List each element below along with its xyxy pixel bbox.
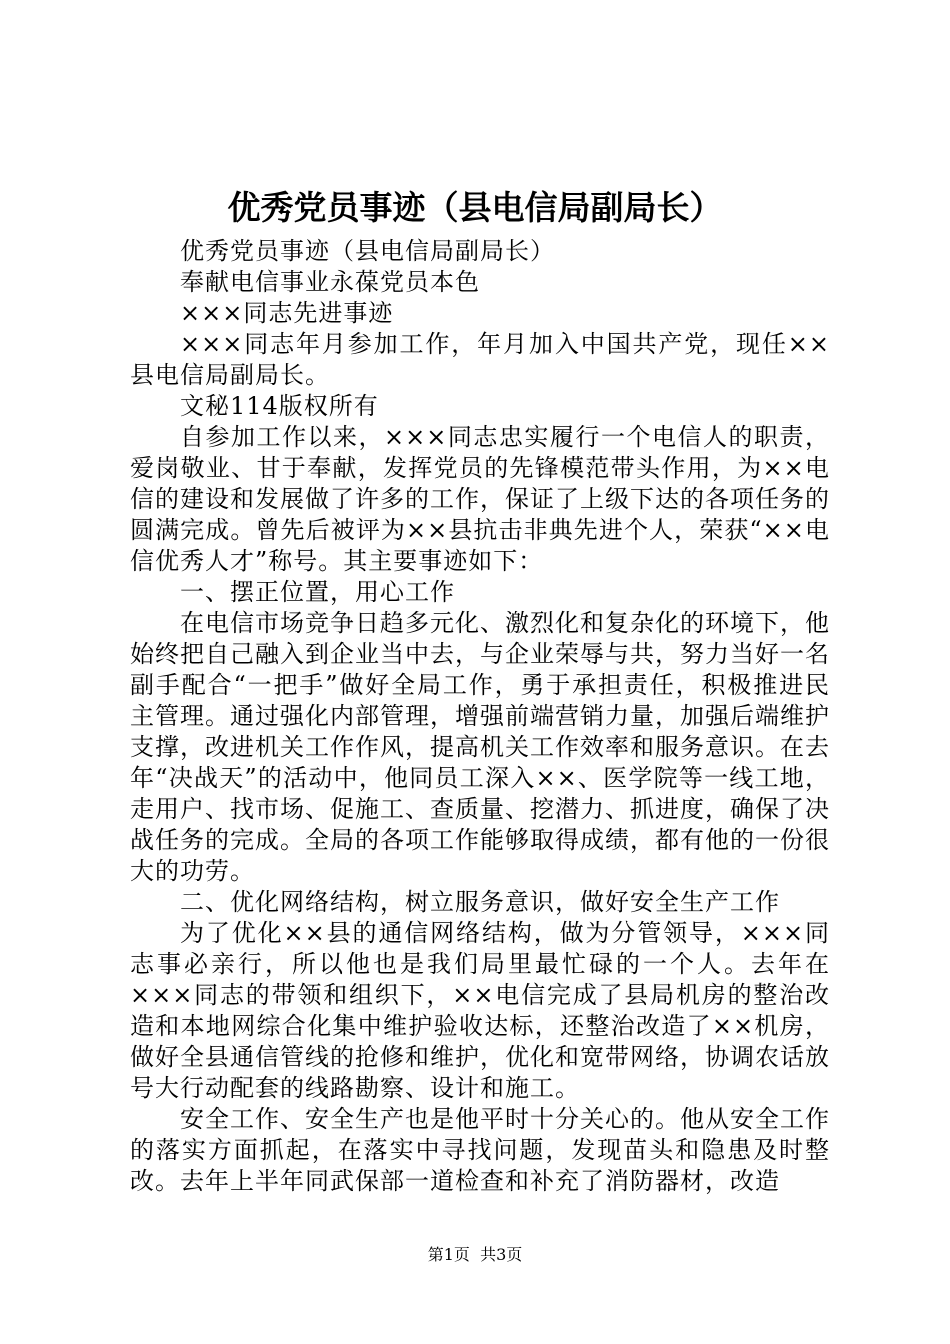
paragraph-title-repeat: 优秀党员事迹（县电信局副局长） [180,237,555,265]
document-body [130,236,830,1197]
page-number: 第1页 [427,1245,470,1264]
paragraph-heading: ×××同志先进事迹 [180,299,394,327]
paragraph-section-1: 在电信市场竞争日趋多元化、激烈化和复杂化的环境下，他始终把自己融入到企业当中去，与企业荣辱与共，努力当好一名副手配合“一把手”做好全局工作，勇于承担责任，积极推进民主管理。通过强化内部管理，增强前端营销力量，加强后端维护支撑，改进机关工作作风，提高机关工作效率和服务意识。在去年“决战天”的活动中，他同员工深入××、医学院等一线工地，走用户、找市场、促施工、查质量、挖潜力、抓进度，确保了决战任务的完成。全局的各项工作能够取得成绩，都有他的一份很大的功劳。 [130,609,830,885]
paragraph-summary: 自参加工作以来，×××同志忠实履行一个电信人的职责，爱岗敬业、甘于奉献，发挥党员的先锋模范带头作用，为××电信的建设和发展做了许多的工作，保证了上级下达的各项任务的圆满完成。曾先后被评为××县抗击非典先进个人，荣获“××电信优秀人才”称号。其主要事迹如下： [130,423,830,575]
paragraph-section-2: 为了优化××县的通信网络结构，做为分管领导，×××同志事必亲行，所以他也是我们局里最忙碌的一个人。去年在×××同志的带领和组织下，××电信完成了县局机房的整治改造和本地网综合化集中维护验收达标，还整治改造了××机房，做好全县通信管线的抢修和维护，优化和宽带网络，协调农话放号大行动配套的线路勘察、设计和施工。 [130,919,830,1102]
paragraph-subtitle: 奉献电信事业永葆党员本色 [180,268,480,296]
document-title: 优秀党员事迹（县电信局副局长） [227,188,723,227]
paragraph-intro: ×××同志年月参加工作，年月加入中国共产党，现任××县电信局副局长。 [130,330,830,389]
paragraph-safety: 安全工作、安全生产也是他平时十分关心的。他从安全工作的落实方面抓起，在落实中寻找问题，发现苗头和隐患及时整改。去年上半年同武保部一道检查和补充了消防器材，改造 [130,1105,830,1195]
page-total: 共3页 [480,1245,523,1264]
paragraph-copyright: 文秘114版权所有 [180,392,379,420]
page-footer [0,1244,950,1266]
footer-separator [470,1245,480,1264]
section-heading-1: 一、摆正位置，用心工作 [180,578,455,606]
section-heading-2: 二、优化网络结构，树立服务意识，做好安全生产工作 [180,888,780,916]
